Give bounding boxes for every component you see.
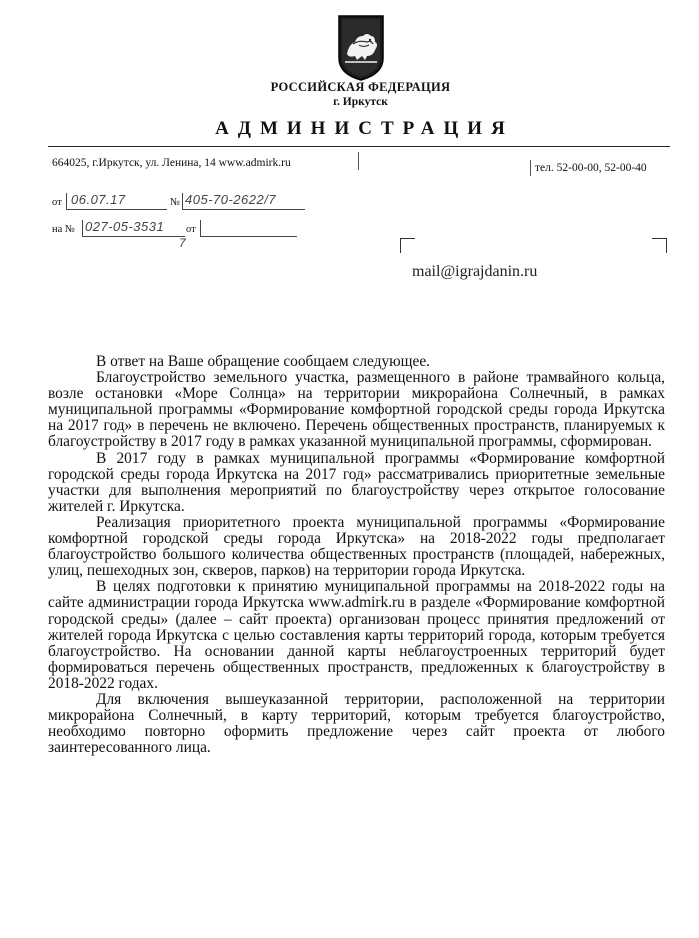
reply-number-box [82, 220, 185, 237]
paragraph: Реализация приоритетного проекта муниципальной программы «Формирование комфортной городской среды города Иркутска» на 2018-2022 годы предполагает благоустройство большого количества общественных пространств (площадей, набережных, улиц, пешеходных зон, скверов, парков) на территории города Иркутска. [48, 513, 665, 580]
city-name: г. Иркутск [333, 96, 388, 108]
outgoing-number: 405-70-2622/7 [185, 192, 277, 207]
paragraph: В 2017 году в рамках муниципальной программы «Формирование комфортной городской среды города Иркутска на 2017 год» рассматривались приоритетные земельные участки для выполнения мероприятий по благоустройству через открытое голосование жителей г. Иркутска. [48, 449, 665, 515]
date-label: от [52, 197, 62, 208]
recipient-email: mail@igrajdanin.ru [412, 263, 538, 280]
address-corner-left [400, 238, 415, 253]
header-divider [48, 146, 670, 147]
reply-fraction: 7 [179, 236, 187, 250]
paragraph: Благоустройство земельного участка, размещенного в районе трамвайного кольца, возле остановки «Море Солнца» на территории микрорайона Солнечный, в рамках муниципальной программы «Формирование комфортной городской среды города Иркутска на 2017 год» в перечень не включено. Перечень общественных пространств, планируемых к благоустройству в 2017 году в рамках указанной муниципальной программы, сформирован. [48, 369, 665, 451]
reply-number: 027-05-3531 [85, 219, 165, 234]
paragraph: В ответ на Ваше обращение сообщаем следующее. [96, 353, 431, 370]
phone-line: тел. 52-00-00, 52-00-40 [535, 162, 647, 174]
date-box [66, 193, 167, 210]
document-title: АДМИНИСТРАЦИЯ [215, 118, 514, 139]
reply-date-label: от [186, 224, 196, 235]
letter-body [48, 354, 665, 756]
paragraph: В целях подготовки к принятию муниципальной программы на 2018-2022 годы на сайте администрации города Иркутска www.admirk.ru в разделе «Формирование комфортной городской среды» (далее – сайт проекта) организован процесс принятия предложений от жителей города Иркутска с целью составления карты территорий города, которым требуется благоустройство. На основании данной карты неблагоустроенных территорий будет формироваться перечень общественных пространств, предложенных к благоустройству в 2018-2022 годах. [48, 578, 665, 692]
irkutsk-coat-of-arms-icon [337, 14, 385, 82]
outgoing-date: 06.07.17 [71, 192, 126, 207]
number-label: № [170, 197, 181, 208]
country-name: РОССИЙСКАЯ ФЕДЕРАЦИЯ [270, 80, 451, 94]
address-line: 664025, г.Иркутск, ул. Ленина, 14 www.admirk.ru [52, 157, 291, 169]
phone-separator [530, 160, 531, 176]
reply-label: на № [52, 224, 75, 235]
paragraph: Для включения вышеуказанной территории, расположенной на территории микрорайона Солнечный, в карту территорий, которым требуется благоустройство, необходимо повторно оформить предложение через сайт проекта от любого заинтересованного лица. [48, 690, 665, 757]
number-box [182, 193, 305, 210]
address-corner-right [652, 238, 667, 253]
reply-date-box [200, 220, 297, 237]
address-separator [358, 152, 359, 170]
